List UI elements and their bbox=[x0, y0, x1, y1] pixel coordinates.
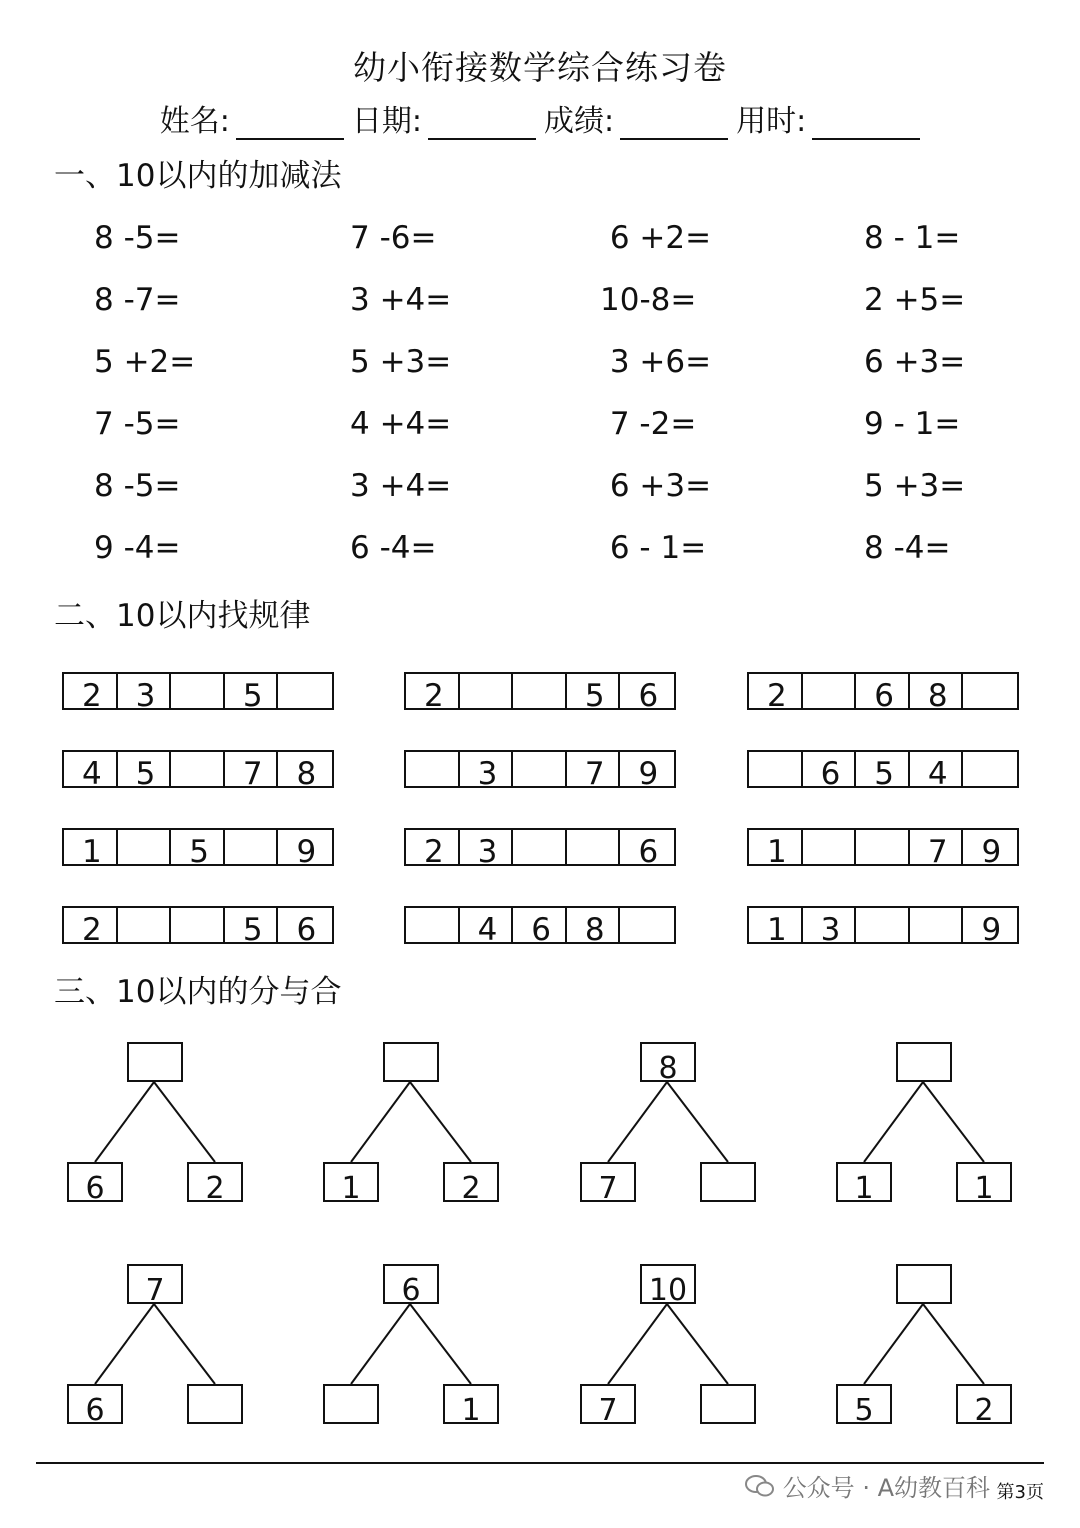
equation: 6 +3= bbox=[864, 344, 966, 380]
pattern-cell bbox=[64, 908, 118, 948]
pattern-blank-cell[interactable] bbox=[963, 752, 1017, 786]
pattern-cell bbox=[118, 674, 172, 714]
bond-top-box[interactable] bbox=[896, 1042, 952, 1082]
equation: 6 -4= bbox=[350, 530, 437, 566]
bond-line bbox=[351, 1304, 410, 1384]
pattern-cell bbox=[620, 752, 674, 792]
pattern-strip bbox=[404, 672, 676, 714]
bond-line bbox=[95, 1304, 154, 1384]
bond-line bbox=[608, 1082, 667, 1162]
pattern-strip bbox=[747, 828, 1019, 870]
equation: 3 +4= bbox=[350, 468, 452, 504]
date-blank[interactable] bbox=[428, 108, 536, 140]
pattern-strip bbox=[62, 672, 334, 714]
pattern-cell-value: 6 bbox=[820, 756, 841, 792]
bond-line bbox=[608, 1304, 667, 1384]
pattern-cell bbox=[225, 674, 279, 714]
pattern-blank-cell[interactable] bbox=[278, 674, 332, 708]
bond-top-box bbox=[640, 1264, 696, 1308]
pattern-strip bbox=[62, 750, 334, 792]
pattern-cell-value: 5 bbox=[189, 834, 209, 870]
equation: 6 +2= bbox=[600, 220, 712, 256]
equation: 10-8= bbox=[600, 282, 697, 318]
bond-top-box[interactable] bbox=[896, 1264, 952, 1304]
pattern-cell bbox=[803, 908, 857, 948]
equation: 5 +3= bbox=[864, 468, 966, 504]
pattern-cell-value: 7 bbox=[927, 834, 948, 870]
equation: 8 -5= bbox=[94, 468, 181, 504]
pattern-cell bbox=[567, 752, 621, 792]
bond-value: 5 bbox=[854, 1393, 874, 1428]
number-bond bbox=[836, 1040, 1036, 1205]
equation: 9 - 1= bbox=[864, 406, 961, 442]
page-title: 幼小衔接数学综合练习卷 bbox=[353, 48, 727, 87]
number-bond bbox=[580, 1040, 780, 1205]
pattern-cell-value: 4 bbox=[927, 756, 948, 792]
bond-top-box[interactable] bbox=[383, 1042, 439, 1082]
bond-top-box[interactable] bbox=[127, 1042, 183, 1082]
pattern-blank-cell[interactable] bbox=[406, 752, 460, 786]
bond-top-box bbox=[383, 1264, 439, 1308]
number-bond bbox=[580, 1262, 780, 1427]
pattern-blank-cell[interactable] bbox=[171, 908, 225, 942]
section-heading-pattern: 二、10以内找规律 bbox=[54, 598, 311, 634]
pattern-cell-value: 4 bbox=[477, 912, 498, 948]
bond-left-box bbox=[836, 1162, 892, 1206]
equation: 7 -5= bbox=[94, 406, 181, 442]
pattern-cell bbox=[963, 830, 1017, 870]
pattern-cell-value: 9 bbox=[296, 834, 317, 870]
bond-left-box bbox=[67, 1384, 123, 1428]
pattern-cell-value: 1 bbox=[767, 834, 787, 870]
pattern-cell bbox=[406, 674, 460, 714]
pattern-cell-value: 9 bbox=[638, 756, 659, 792]
equation: 8 -4= bbox=[864, 530, 951, 566]
pattern-blank-cell[interactable] bbox=[856, 830, 910, 864]
pattern-strip bbox=[747, 672, 1019, 714]
bond-value: 1 bbox=[461, 1393, 481, 1428]
bond-line bbox=[351, 1082, 410, 1162]
pattern-cell-value: 1 bbox=[767, 912, 787, 948]
pattern-blank-cell[interactable] bbox=[803, 830, 857, 864]
page-number: 第3页 bbox=[996, 1482, 1044, 1503]
pattern-cell-value: 7 bbox=[242, 756, 263, 792]
bond-line bbox=[154, 1082, 215, 1162]
pattern-cell bbox=[460, 908, 514, 948]
pattern-cell-value: 3 bbox=[477, 756, 498, 792]
time-label: 用时: bbox=[736, 104, 807, 139]
pattern-blank-cell[interactable] bbox=[620, 908, 674, 942]
bond-line bbox=[410, 1082, 471, 1162]
bond-right-box bbox=[956, 1162, 1012, 1206]
pattern-strip bbox=[747, 750, 1019, 792]
pattern-cell bbox=[749, 830, 803, 870]
pattern-cell bbox=[278, 908, 332, 948]
pattern-blank-cell[interactable] bbox=[513, 830, 567, 864]
name-blank[interactable] bbox=[236, 108, 344, 140]
bond-right-box bbox=[443, 1384, 499, 1428]
bond-right-box[interactable] bbox=[187, 1384, 243, 1424]
number-bond bbox=[67, 1040, 267, 1205]
pattern-blank-cell[interactable] bbox=[406, 908, 460, 942]
pattern-cell bbox=[856, 752, 910, 792]
pattern-blank-cell[interactable] bbox=[225, 830, 279, 864]
pattern-cell-value: 8 bbox=[927, 678, 948, 714]
pattern-cell bbox=[225, 908, 279, 948]
pattern-blank-cell[interactable] bbox=[749, 752, 803, 786]
pattern-cell-value: 7 bbox=[584, 756, 605, 792]
pattern-cell bbox=[620, 674, 674, 714]
pattern-cell bbox=[225, 752, 279, 792]
wechat-icon bbox=[745, 1474, 775, 1498]
number-bond bbox=[323, 1040, 523, 1205]
bond-value: 8 bbox=[658, 1051, 678, 1086]
bond-value: 7 bbox=[598, 1393, 618, 1428]
bond-value: 6 bbox=[85, 1393, 105, 1428]
pattern-cell bbox=[910, 752, 964, 792]
pattern-blank-cell[interactable] bbox=[171, 674, 225, 708]
pattern-cell-value: 8 bbox=[296, 756, 317, 792]
pattern-cell bbox=[118, 752, 172, 792]
pattern-cell-value: 2 bbox=[424, 678, 444, 714]
pattern-blank-cell[interactable] bbox=[567, 830, 621, 864]
pattern-cell bbox=[406, 830, 460, 870]
bond-line bbox=[95, 1082, 154, 1162]
pattern-cell bbox=[749, 674, 803, 714]
bond-line bbox=[154, 1304, 215, 1384]
pattern-blank-cell[interactable] bbox=[513, 674, 567, 708]
bond-value: 1 bbox=[854, 1171, 874, 1206]
pattern-cell bbox=[460, 752, 514, 792]
pattern-cell-value: 3 bbox=[820, 912, 841, 948]
pattern-strip bbox=[404, 906, 676, 948]
number-bond bbox=[323, 1262, 523, 1427]
equation: 8 - 1= bbox=[864, 220, 961, 256]
bond-left-box bbox=[580, 1162, 636, 1206]
pattern-blank-cell[interactable] bbox=[513, 752, 567, 786]
bond-line bbox=[864, 1082, 923, 1162]
bond-line bbox=[410, 1304, 471, 1384]
pattern-cell bbox=[749, 908, 803, 948]
bond-line bbox=[667, 1082, 728, 1162]
pattern-cell bbox=[620, 830, 674, 870]
pattern-cell-value: 5 bbox=[874, 756, 894, 792]
student-info-row bbox=[0, 96, 1080, 140]
bond-value: 7 bbox=[145, 1273, 165, 1308]
pattern-cell-value: 6 bbox=[531, 912, 551, 948]
pattern-strip bbox=[404, 828, 676, 870]
score-blank[interactable] bbox=[620, 108, 728, 140]
watermark-text: 公众号 · A幼教百科 bbox=[782, 1474, 990, 1502]
bond-top-box bbox=[127, 1264, 183, 1308]
pattern-cell-value: 1 bbox=[82, 834, 102, 870]
equation: 6 +3= bbox=[600, 468, 712, 504]
pattern-cell bbox=[910, 830, 964, 870]
pattern-cell-value: 6 bbox=[638, 678, 659, 714]
pattern-cell-value: 4 bbox=[82, 756, 102, 792]
bond-value: 2 bbox=[461, 1171, 481, 1206]
pattern-blank-cell[interactable] bbox=[118, 830, 172, 864]
pattern-cell-value: 5 bbox=[242, 912, 263, 948]
equation: 9 -4= bbox=[94, 530, 181, 566]
pattern-cell-value: 3 bbox=[135, 678, 156, 714]
bond-top-box bbox=[640, 1042, 696, 1086]
bond-value: 1 bbox=[974, 1171, 994, 1206]
time-blank[interactable] bbox=[812, 108, 920, 140]
pattern-cell bbox=[64, 830, 118, 870]
bond-right-box[interactable] bbox=[700, 1162, 756, 1202]
pattern-cell bbox=[278, 752, 332, 792]
date-label: 日期: bbox=[351, 104, 422, 139]
pattern-cell bbox=[856, 674, 910, 714]
bond-right-box[interactable] bbox=[700, 1384, 756, 1424]
bond-right-box bbox=[956, 1384, 1012, 1428]
pattern-cell bbox=[278, 830, 332, 870]
pattern-cell bbox=[64, 752, 118, 792]
footer-rule bbox=[36, 1462, 1044, 1464]
bond-right-box bbox=[443, 1162, 499, 1206]
pattern-cell-value: 5 bbox=[135, 756, 156, 792]
bond-value: 6 bbox=[401, 1273, 421, 1308]
bond-line bbox=[923, 1082, 984, 1162]
pattern-cell-value: 5 bbox=[242, 678, 263, 714]
section-heading-addsub: 一、10以内的加减法 bbox=[54, 158, 342, 194]
bond-value: 1 bbox=[341, 1171, 361, 1206]
bond-value: 10 bbox=[648, 1273, 688, 1308]
pattern-blank-cell[interactable] bbox=[856, 908, 910, 942]
pattern-strip bbox=[62, 828, 334, 870]
pattern-blank-cell[interactable] bbox=[460, 674, 514, 708]
pattern-cell-value: 3 bbox=[477, 834, 498, 870]
pattern-cell bbox=[963, 908, 1017, 948]
pattern-cell-value: 5 bbox=[584, 678, 605, 714]
pattern-cell-value: 6 bbox=[874, 678, 894, 714]
pattern-cell-value: 6 bbox=[638, 834, 659, 870]
bond-value: 2 bbox=[974, 1393, 994, 1428]
pattern-cell-value: 9 bbox=[981, 912, 1002, 948]
pattern-blank-cell[interactable] bbox=[118, 908, 172, 942]
pattern-cell-value: 8 bbox=[584, 912, 605, 948]
equation: 3 +4= bbox=[350, 282, 452, 318]
equation: 3 +6= bbox=[600, 344, 712, 380]
pattern-blank-cell[interactable] bbox=[803, 674, 857, 708]
pattern-cell bbox=[171, 830, 225, 870]
equation: 5 +2= bbox=[94, 344, 196, 380]
score-label: 成绩: bbox=[544, 104, 615, 139]
number-bond bbox=[67, 1262, 267, 1427]
pattern-strip bbox=[747, 906, 1019, 948]
bond-line bbox=[864, 1304, 923, 1384]
pattern-cell-value: 2 bbox=[424, 834, 444, 870]
bond-value: 6 bbox=[85, 1171, 105, 1206]
pattern-blank-cell[interactable] bbox=[963, 674, 1017, 708]
pattern-cell-value: 9 bbox=[981, 834, 1002, 870]
equation: 8 -5= bbox=[94, 220, 181, 256]
bond-value: 2 bbox=[205, 1171, 225, 1206]
bond-value: 7 bbox=[598, 1171, 618, 1206]
pattern-cell-value: 2 bbox=[767, 678, 787, 714]
pattern-blank-cell[interactable] bbox=[171, 752, 225, 786]
pattern-cell bbox=[567, 674, 621, 714]
equation: 7 -6= bbox=[350, 220, 437, 256]
equation: 8 -7= bbox=[94, 282, 181, 318]
watermark bbox=[745, 1468, 990, 1503]
number-bond bbox=[836, 1262, 1036, 1427]
name-label: 姓名: bbox=[159, 104, 230, 139]
bond-left-box bbox=[580, 1384, 636, 1428]
bond-left-box bbox=[836, 1384, 892, 1428]
bond-left-box[interactable] bbox=[323, 1384, 379, 1424]
pattern-cell bbox=[803, 752, 857, 792]
bond-line bbox=[667, 1304, 728, 1384]
bond-left-box bbox=[67, 1162, 123, 1206]
pattern-cell bbox=[513, 908, 567, 948]
equation: 7 -2= bbox=[600, 406, 697, 442]
pattern-cell bbox=[460, 830, 514, 870]
pattern-strip bbox=[62, 906, 334, 948]
pattern-cell-value: 2 bbox=[82, 678, 102, 714]
equation: 5 +3= bbox=[350, 344, 452, 380]
equation: 2 +5= bbox=[864, 282, 966, 318]
pattern-cell-value: 2 bbox=[82, 912, 102, 948]
pattern-cell bbox=[64, 674, 118, 714]
pattern-blank-cell[interactable] bbox=[910, 908, 964, 942]
bond-right-box bbox=[187, 1162, 243, 1206]
bond-line bbox=[923, 1304, 984, 1384]
pattern-cell-value: 6 bbox=[296, 912, 317, 948]
equation: 4 +4= bbox=[350, 406, 452, 442]
pattern-strip bbox=[404, 750, 676, 792]
equation: 6 - 1= bbox=[600, 530, 707, 566]
section-heading-decompose: 三、10以内的分与合 bbox=[54, 974, 342, 1010]
bond-left-box bbox=[323, 1162, 379, 1206]
pattern-cell bbox=[910, 674, 964, 714]
pattern-cell bbox=[567, 908, 621, 948]
